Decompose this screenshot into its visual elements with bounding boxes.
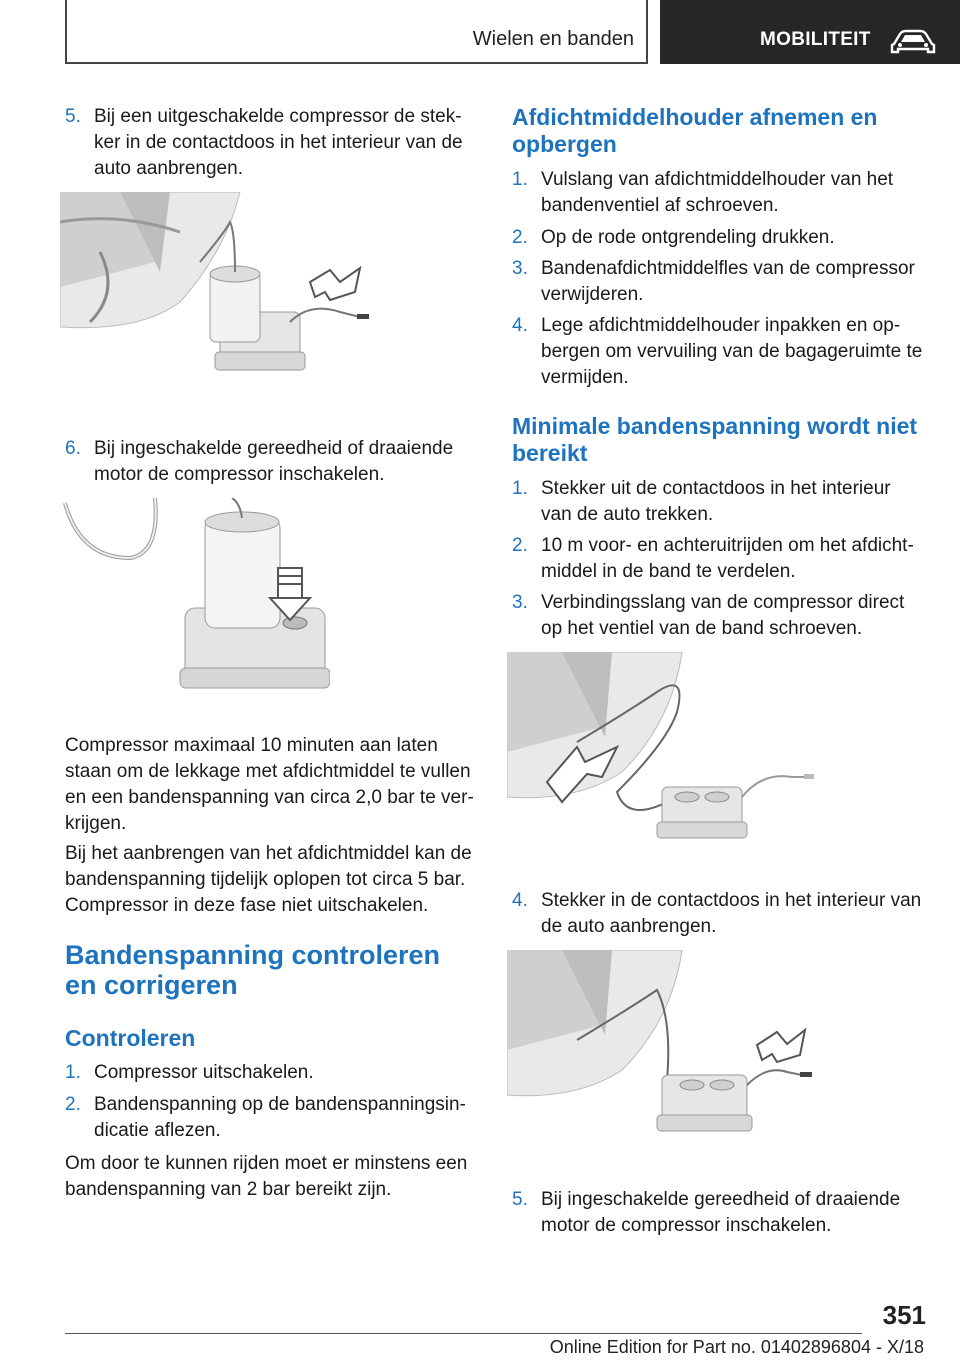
compressor-valve-illustration — [507, 652, 817, 842]
header-chapter-box — [660, 0, 960, 64]
compressor-plug-illustration — [507, 950, 817, 1140]
section-heading: Bandenspanning controleren en corrigeren — [65, 940, 441, 1000]
car-icon — [888, 28, 938, 56]
footer-edition: Online Edition for Part no. 01402896804 - X/18 — [549, 1337, 924, 1357]
section-heading: Minimale bandenspanning wordt niet bereikt — [512, 413, 918, 466]
footer-divider — [65, 1333, 862, 1334]
compressor-bottle-illustration — [60, 192, 370, 382]
header-section-box — [65, 0, 648, 64]
compressor-switch-illustration — [60, 498, 330, 698]
subsection-heading: Controleren — [65, 1025, 196, 1051]
paragraph: Bij het aanbrengen van het afdichtmiddel kan de bandenspanning tijdelijk oplopen tot circa 5 bar. Compressor in deze fase niet uitschakelen. — [65, 843, 472, 916]
chapter-title: MOBILITEIT — [760, 29, 871, 50]
section-heading: Afdichtmiddelhouder afnemen en opbergen — [512, 104, 878, 157]
paragraph: Compressor maximaal 10 minuten aan laten staan om de lekkage met afdichtmiddel te vullen en een bandenspanning van circa 2,0 bar te verkrijgen. — [65, 735, 474, 834]
page-number: 351 — [882, 1300, 926, 1330]
paragraph: Om door te kunnen rijden moet er minstens een bandenspanning van 2 bar bereikt zijn. — [65, 1153, 468, 1200]
section-title: Wielen en banden — [472, 28, 634, 50]
